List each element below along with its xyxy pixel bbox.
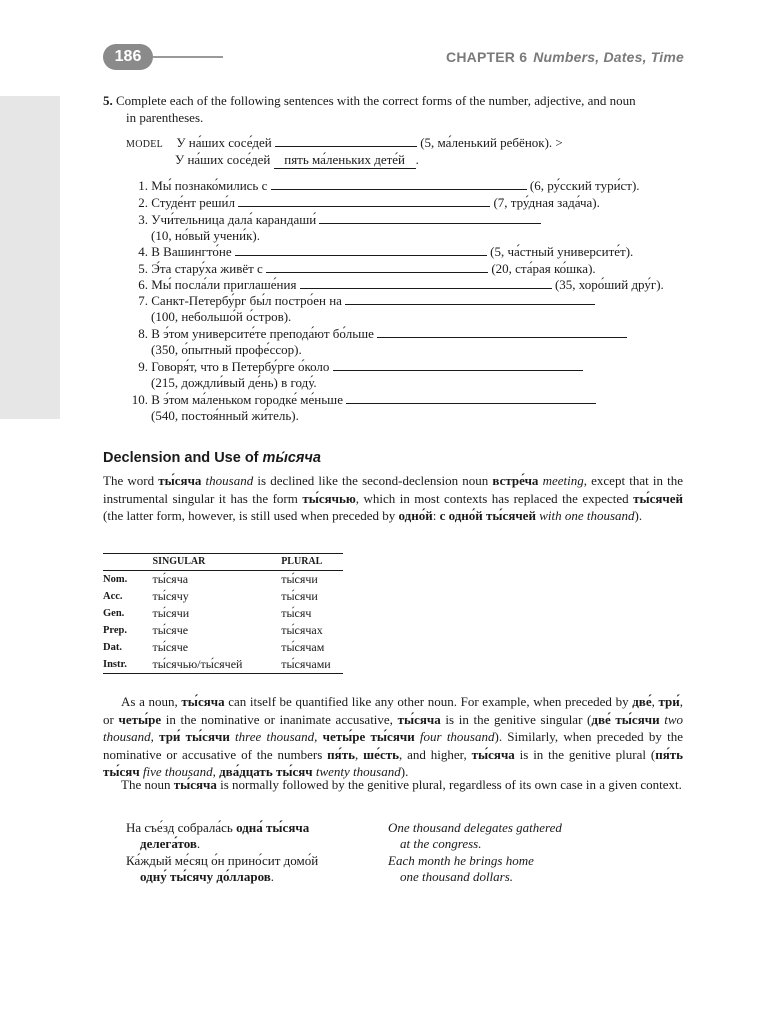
item-number: 10. [131,392,148,407]
example-en-cont: one thousand dollars. [400,869,514,884]
declension-table [103,553,343,674]
chapter-header [446,49,684,65]
example-ru-cont: делега́тов. [140,836,201,851]
item-text: Учи́тельница дала́ карандаши́ [151,212,317,227]
item-text: В э́том ма́леньком городке́ ме́ньше [151,392,343,407]
exercise-instruction [103,92,636,109]
genitive-paragraph: The noun ты́сяча is normally followed by the genitive plural, regardless of its own case in a given context. [121,777,682,792]
item-number: 2. [138,195,148,210]
exercise-item [126,211,541,228]
exercise-item [126,325,627,342]
chapter-label: CHAPTER 6 [446,49,528,65]
quantified-paragraph: As a noun, ты́сяча can itself be quantified like any other noun. For example, when preceded by две́, три́, or четы́ре in the nominative or inanimate accusative, ты́сяча is in the genitive singular (две́ ты́сячи two thousand, три́ ты́сячи three thousand, четы́ре ты́сячи four thousand). Similarly, when preceded by the nominative or accusative of the numbers пя́ть, ше́сть, and higher, ты́сяча is in the genitive plural (пя́ть ты́сяч five thousand, два́дцать ты́сяч twenty thousand). [103,694,684,779]
item-number: 4. [138,244,148,259]
section-title [103,450,321,466]
answer-blank [235,243,487,256]
table-row: Acc. ты́сячу ты́сячи [103,589,318,603]
example-en: One thousand delegates gathered [388,820,562,835]
example-en: Each month he brings home [388,853,534,868]
table-row: Nom. ты́сяча ты́сячи [103,572,318,586]
model-answer: пять ма́леньких дете́й [274,151,416,169]
item-text: В Вашингто́не [151,244,232,259]
item-text: Студе́нт реши́л [151,195,235,210]
model-hint: (5, ма́ленький ребёнок). > [420,135,563,150]
side-thumb-tab [0,96,60,419]
item-text: Э́та стару́ха живёт с [151,261,263,276]
example-en-cont: at the congress. [400,836,482,851]
item-number: 5. [138,261,148,276]
table-row: Prep. ты́сяче ты́сячах [103,623,323,637]
item-text: В э́том университе́те препода́ют бо́льше [151,326,374,341]
exercise-item [126,276,664,293]
item-hint: (5, ча́стный университе́т). [490,244,634,259]
item-hint: (350, о́пытный профе́ссор). [151,342,302,357]
item-number: 3. [138,212,148,227]
item-hint: (7, тру́дная зада́ча). [493,195,600,210]
table-row: Gen. ты́сячи ты́сяч [103,606,312,620]
item-text: Санкт-Петербу́рг бы́л постро́ен на [151,293,342,308]
item-hint: (35, хоро́ший дру́г). [554,277,664,292]
item-hint: (20, ста́рая ко́шка). [491,261,596,276]
answer-blank [238,194,490,207]
header-singular: SINGULAR [152,556,206,567]
page-number: 186 [103,44,153,70]
instruction-line-1: Complete each of the following sentences with the correct forms of the number, adjective, and noun [116,93,636,108]
table-row: Instr. ты́сячью/ты́сячей ты́сячами [103,657,331,671]
model-answer-prefix: У на́ших сосе́дей [175,152,271,167]
item-number: 1. [138,178,148,193]
intro-paragraph: The word ты́сяча thousand is declined like the second-declension noun встре́ча meeting, except that in the instrumental singular it has the form ты́сячью, which in most contexts has replaced the expected ты́сячей (the latter form, however, is still used when preceded by одно́й: с одно́й ты́сячей with one thousand). [103,473,683,523]
exercise-item [126,358,583,375]
table-row: Dat. ты́сяче ты́сячам [103,640,325,654]
exercise-item [126,292,595,309]
item-hint: (100, небольшо́й о́стров). [151,309,292,324]
answer-blank [266,260,488,273]
exercise-item [126,391,596,408]
answer-blank [345,292,595,305]
answer-blank [271,177,527,190]
item-hint: (6, ру́сский тури́ст). [529,178,640,193]
header-rule [153,56,223,58]
model-blank [275,134,417,147]
answer-blank [346,391,596,404]
exercise-item [126,243,633,260]
model-prompt: У на́ших сосе́дей [176,135,272,150]
answer-blank [319,211,541,224]
item-text: Говоря́т, что в Петербу́рге о́коло [151,359,330,374]
answer-blank [377,325,627,338]
item-text: Мы́ посла́ли приглаше́ния [151,277,297,292]
item-number: 8. [138,326,148,341]
item-hint: (10, но́вый учени́к). [151,228,260,243]
exercise-item [126,260,596,277]
exercise-item [126,194,600,211]
answer-blank [300,276,552,289]
example-ru: Ка́ждый ме́сяц о́н прино́сит домо́й [126,853,319,868]
model-answer-row: У на́ших сосе́дей пять ма́леньких дете́й . [175,152,419,167]
item-number: 6. [138,277,148,292]
exercise-number: 5. [103,93,113,108]
item-text: Мы́ познако́мились с [151,178,268,193]
section-title-word: ты́сяча [262,450,321,466]
instruction-line-2: in parentheses. [126,110,204,125]
item-hint: (540, постоя́нный жи́тель). [151,408,299,423]
model-label: MODEL [126,139,164,150]
item-hint: (215, дождли́вый де́нь) в году́. [151,375,317,390]
exercise-item [126,177,640,194]
item-number: 7. [138,293,148,308]
chapter-title: Numbers, Dates, Time [533,49,684,65]
header-plural: PLURAL [281,556,323,567]
section-title-text: Declension and Use of [103,450,263,466]
example-ru-cont: одну́ ты́сячу до́лларов. [140,869,275,884]
example-ru: На съе́зд собрала́сь одна́ ты́сяча [126,820,310,835]
item-number: 9. [138,359,148,374]
answer-blank [333,358,583,371]
